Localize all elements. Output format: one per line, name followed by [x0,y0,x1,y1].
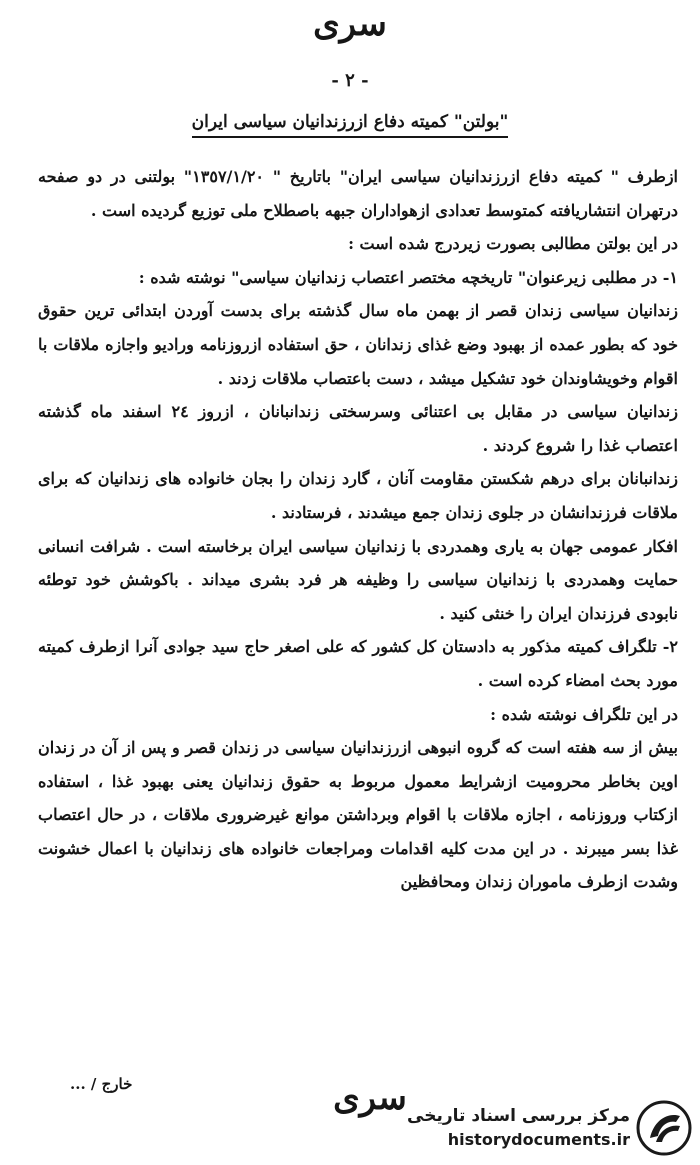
paragraph: بیش از سه هفته است که گروه انبوهی ازرزندانیان سیاسی در زندان قصر و پس از آن در زندان اوین بخاطر محرومیت ازشرایط معمول مربوط به حقوق زندانیان یعنی بهبود غذا ، استفاده ازکتاب وروزنامه ، اجازه ملاقات با اقوام وبرداشتن موانع غیرضروری ملاقات ، در حال اعتصاب غذا بسر میبرند . در این مدت کلیه اقدامات ومراجعات خانواده های زندانیان با اعمال خشونت وشدت ازطرف ماموران زندان ومحافظین [38,738,678,892]
classification-header: سری [313,4,387,44]
paragraph: زندانیان سیاسی در مقابل بی اعتنائی وسرسختی زندانبانان ، ازروز ٢٤ اسفند ماه گذشته اعتصاب غذا را شروع کردند . [38,402,678,455]
document-center-logo-icon [636,1100,692,1156]
document-body [38,160,678,899]
document-title-text: بولتن" کمیته دفاع ازرزندانیان سیاسی ایران" [192,112,509,138]
watermark-url: historydocuments.ir [447,1130,630,1149]
watermark-name: مرکز بررسی اسناد تاریخی [407,1106,630,1126]
paragraph: ٢- تلگراف کمیته مذکور به دادستان کل کشور که علی اصغر حاج سید جوادی آنرا ازطرف کمیته مورد بحث امضاء کرده است . [38,637,678,690]
watermark-text [407,1104,630,1152]
paragraph: در این تلگراف نوشته شده : [490,704,678,724]
exit-number: خارج / ... [70,1075,133,1093]
classification-footer: سری [333,1078,407,1118]
paragraph: زندانیان سیاسی زندان قصر از بهمن ماه سال گذشته برای بدست آوردن ابتدائی ترین حقوق خود که بطور عمده از بهبود وضع غذای زندانان ، حق استفاده ازروزنامه ورادیو واجازه ملاقات با اقوام وخویشاوندان خود تشکیل میشد ، دست باعتصاب ملاقات زدند . [38,301,678,388]
document-title [0,112,700,132]
paragraph: زندانبانان برای درهم شکستن مقاومت آنان ، گارد زندان را بجان خانواده های زندانیان که برای ملاقات فرزندانشان در جلوی زندان جمع میشدند ، فرستادند . [38,469,678,522]
paragraph: در این بولتن مطالبی بصورت زیردرج شده است : [348,234,678,254]
page-number: - ٢ - [331,70,369,91]
watermark [402,1096,692,1160]
paragraph: افکار عمومی جهان به یاری وهمدردی با زندانیان سیاسی ایران برخاسته است . شرافت انسانی حمایت وهمدردی با زندانیان سیاسی را وظیفه هر فرد بشری میداند . باکوشش خود توطئه نابودی فرزندان ایران را خنثی کنید . [38,536,678,623]
paragraph: ازطرف " کمیته دفاع ازرزندانیان سیاسی ایران" باتاریخ " ١٣٥٧/١/٢٠" بولتنی در دو صفحه درتهران انتشاریافته کمتوسط تعدادی ازهواداران جبهه باصطلاح ملی توزیع گردیده است . [38,167,678,220]
paragraph: ١- در مطلبی زیرعنوان" تاریخچه مختصر اعتصاب زندانیان سیاسی" نوشته شده : [138,267,678,287]
